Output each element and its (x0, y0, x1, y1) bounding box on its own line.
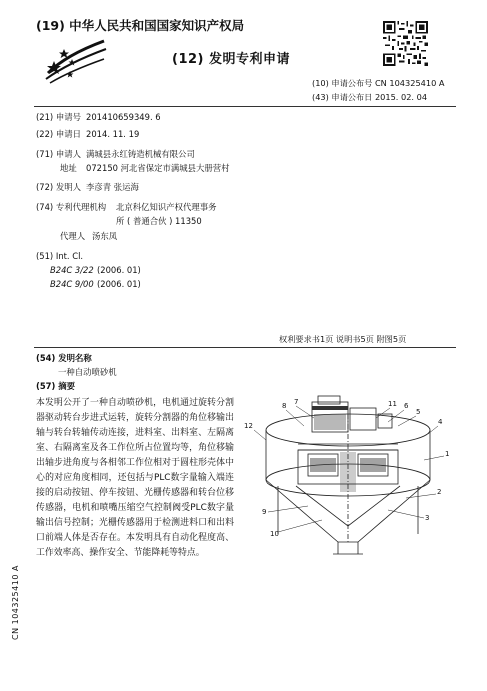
office-name: (19) 中华人民共和国国家知识产权局 (36, 18, 245, 33)
side-publication-number: CN 104325410 A (11, 565, 20, 640)
callout-7: 7 (294, 398, 299, 406)
page-counts: 权利要求书1页 说明书5页 附图5页 (279, 334, 407, 344)
invention-title: 一种自动喷砂机 (58, 367, 117, 377)
int-cl-year-2: (2006. 01) (97, 279, 141, 289)
publication-number: (10) 申请公布号 CN 104325410 A (312, 78, 445, 88)
patent-office-emblem (42, 37, 110, 85)
abstract-drawing (238, 394, 460, 564)
int-cl-year-1: (2006. 01) (97, 265, 141, 275)
agency-line-1: 北京科亿知识产权代理事务 (116, 202, 217, 212)
int-cl-code-1: B24C 3/22 (50, 265, 94, 275)
title-label: (54) 发明名称 (36, 353, 92, 363)
agency-label: (74) 专利代理机构 (36, 202, 107, 212)
callout-12: 12 (244, 422, 253, 430)
abstract-label: (57) 摘要 (36, 381, 75, 391)
callout-4: 4 (438, 418, 443, 426)
document-type: (12) 发明专利申请 (172, 52, 290, 67)
agent-label: 代理人 (60, 231, 86, 241)
callout-9: 9 (262, 508, 267, 516)
filing-date-label: (22) 申请日 (36, 129, 81, 139)
inventor-label: (72) 发明人 (36, 182, 81, 192)
callout-2: 2 (437, 488, 442, 496)
callout-11: 11 (388, 400, 397, 408)
header-divider (34, 106, 456, 107)
callout-3: 3 (425, 514, 430, 522)
applicant: 满城县永红铸造机械有限公司 (86, 149, 195, 159)
address: 072150 河北省保定市满城县大册营村 (86, 163, 230, 173)
agency-line-2: 所 ( 普通合伙 ) 11350 (116, 216, 202, 226)
callout-1: 1 (445, 450, 450, 458)
agent: 汤东凤 (92, 231, 118, 241)
callout-10: 10 (270, 530, 279, 538)
inventors: 李彦青 张运海 (86, 182, 139, 192)
counts-divider (34, 347, 456, 348)
abstract-text: 本发明公开了一种自动喷砂机，电机通过旋转分割器驱动转台步进式运转，旋转分割器的角位移输出轴与转台转轴传动连接，进料室、出料室、左隔离室、右隔离室及各工作位所占位置均等，角位移输出轴步进角度与各相邻工作位相对于圆柱形壳体中心的对应角度相同，还包括与PLC数字量输入端连接的启动按钮、停车按钮、光栅传感器和转台位移传感器，电机和喷嘴压缩空气控制阀受PLC数字量输出信号控制；光栅传感器用于检测进料口和出料口前端人体是否存在。本发明具有自动化程度高、工作效率高、操作安全、节能降耗等特点。 (36, 398, 234, 558)
application-number-label: (21) 申请号 (36, 112, 81, 122)
applicant-label: (71) 申请人 (36, 149, 81, 159)
filing-date: 2014. 11. 19 (86, 129, 140, 139)
callout-5: 5 (416, 408, 421, 416)
int-cl-label: (51) Int. Cl. (36, 251, 84, 261)
qr-code (383, 21, 428, 66)
int-cl-code-2: B24C 9/00 (50, 279, 94, 289)
application-number: 201410659349. 6 (86, 112, 161, 122)
address-label: 地址 (60, 163, 77, 173)
publication-date: (43) 申请公布日 2015. 02. 04 (312, 92, 428, 102)
callout-8: 8 (282, 402, 287, 410)
callout-6: 6 (404, 402, 409, 410)
